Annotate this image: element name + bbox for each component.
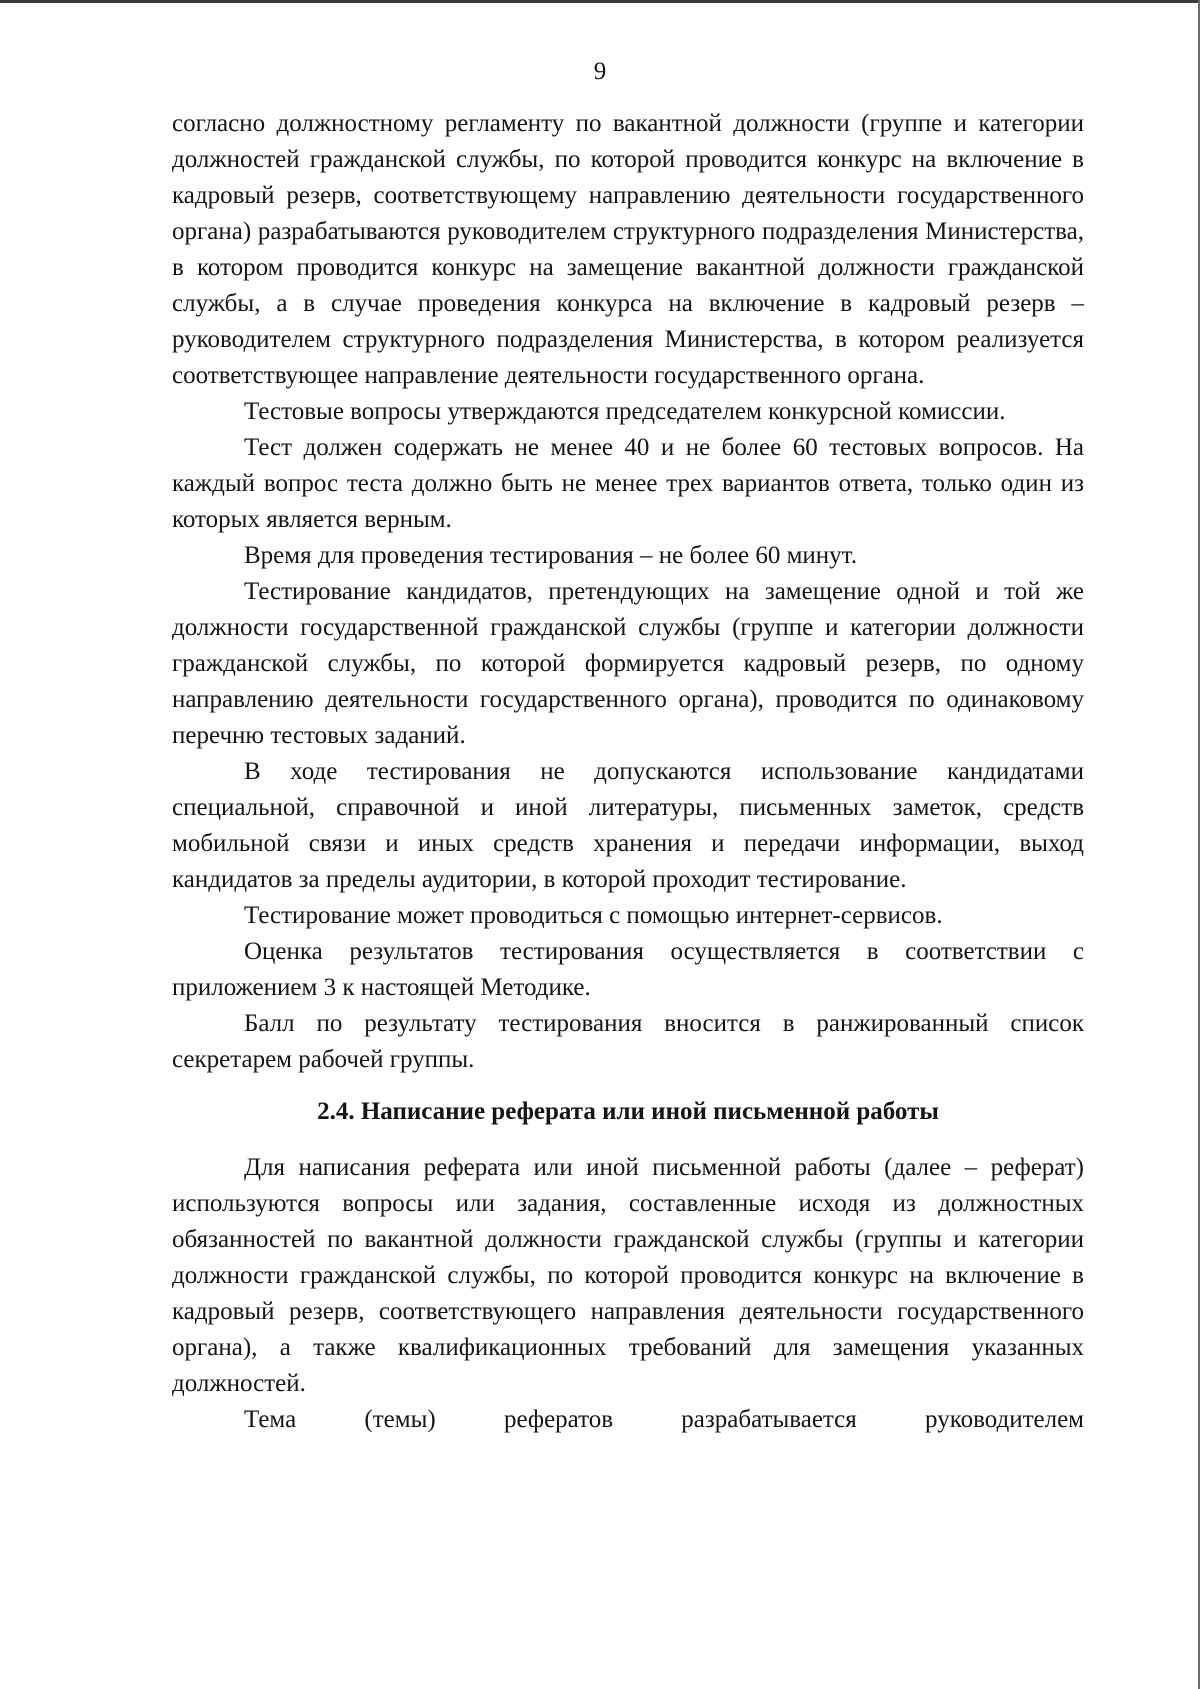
page-number: 9	[593, 58, 607, 85]
paragraph-essay-questions: Для написания реферата или иной письменной работы (далее – реферат) используются вопросы или задания, составленные исходя из должностных обязанностей по вакантной должности гражданской службы (группы и категории должности гражданской службы, по которой проводится конкурс на включение в кадровый резерв, соответствующего направления деятельности государственного органа), а также квалификационных требований для замещения указанных должностей.	[172, 1154, 1084, 1397]
paragraph-essay-topics: Тема (темы) рефератов разрабатывается руководителем	[244, 1406, 1084, 1433]
body-text	[172, 106, 1084, 1438]
paragraph-test-internet: Тестирование может проводиться с помощью интернет-сервисов.	[244, 902, 943, 929]
paragraph-test-approval: Тестовые вопросы утверждаются председателем конкурсной комиссии.	[244, 398, 1006, 425]
paragraph-continuation: согласно должностному регламенту по вакантной должности (группе и категории должностей гражданской службы, по которой проводится конкурс на включение в кадровый резерв, соответствующему направлению деятельности государственного органа) разрабатываются руководителем структурного подразделения Министерства, в котором проводится конкурс на замещение вакантной должности гражданской службы, а в случае проведения конкурса на включение в кадровый резерв – руководителем структурного подразделения Министерства, в котором реализуется соответствующее направление деятельности государственного органа.	[172, 110, 1084, 389]
paragraph-test-score: Балл по результату тестирования вносится в ранжированный список секретарем рабочей группы.	[172, 1010, 1084, 1073]
section-heading: 2.4. Написание реферата или иной письменной работы	[317, 1098, 939, 1125]
paragraph-test-time: Время для проведения тестирования – не более 60 минут.	[244, 542, 857, 569]
scan-edge-top	[0, 0, 1200, 3]
paragraph-test-content: Тест должен содержать не менее 40 и не более 60 тестовых вопросов. На каждый вопрос теста должно быть не менее трех вариантов ответа, только один из которых является верным.	[172, 434, 1084, 533]
paragraph-test-evaluation: Оценка результатов тестирования осуществляется в соответствии с приложением 3 к настоящей Методике.	[172, 938, 1084, 1001]
paragraph-test-restrictions: В ходе тестирования не допускаются использование кандидатами специальной, справочной и иной литературы, письменных заметок, средств мобильной связи и иных средств хранения и передачи информации, выход кандидатов за пределы аудитории, в которой проходит тестирование.	[172, 758, 1084, 893]
paragraph-test-same-list: Тестирование кандидатов, претендующих на замещение одной и той же должности государственной гражданской службы (группе и категории должности гражданской службы, по которой формируется кадровый резерв, по одному направлению деятельности государственного органа), проводится по одинаковому перечню тестовых заданий.	[172, 578, 1084, 749]
